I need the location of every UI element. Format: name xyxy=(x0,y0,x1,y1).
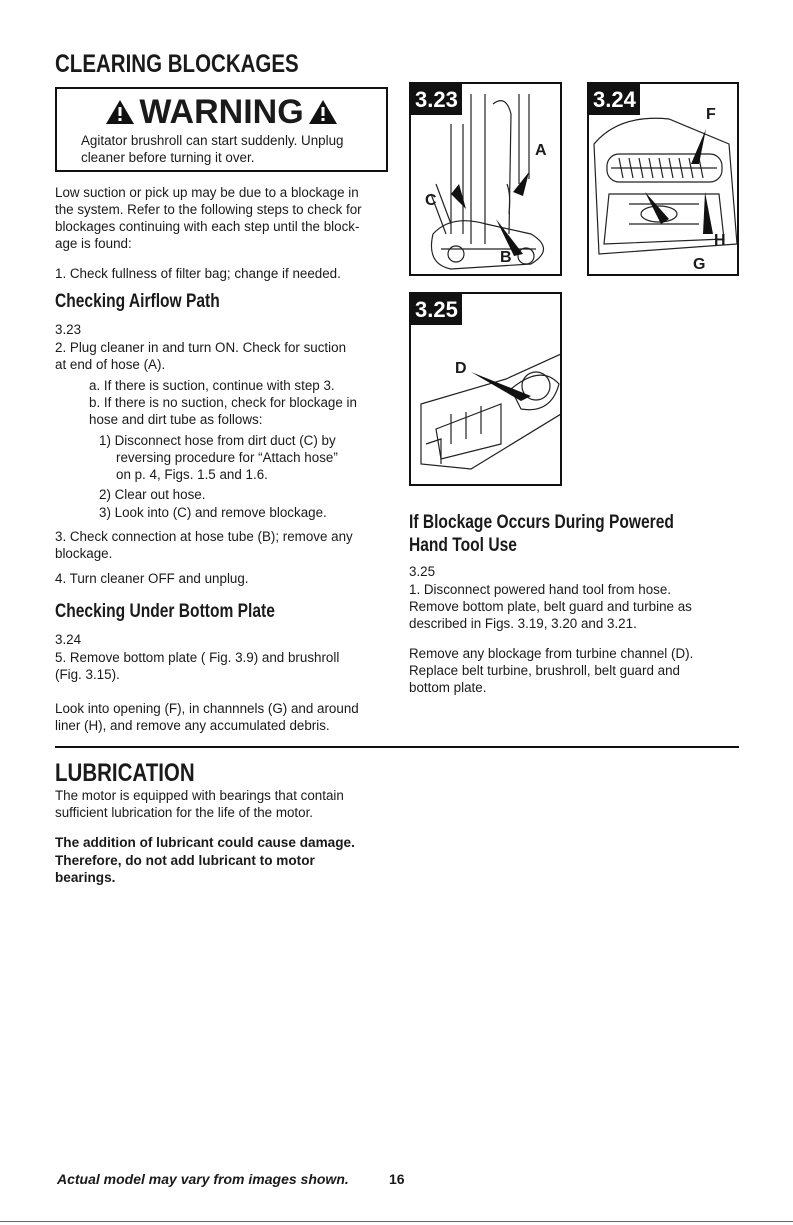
page-number: 16 xyxy=(389,1171,405,1187)
step-3: 3. Check connection at hose tube (B); remove any blockage. xyxy=(55,529,353,561)
page-edge xyxy=(0,1221,793,1222)
step-2b1: 1) Disconnect hose from dirt duct (C) by reversing procedure for “Attach hose” on p. 4, Figs. 1.5 and 1.6. xyxy=(99,433,338,482)
callout-d: D xyxy=(455,360,467,377)
warning-box xyxy=(55,87,388,172)
step-5: 5. Remove bottom plate ( Fig. 3.9) and brushroll (Fig. 3.15). xyxy=(55,650,340,682)
page-title: CLEARING BLOCKAGES xyxy=(55,50,299,78)
powered-tool-step-2: Remove any blockage from turbine channel (D). Replace belt turbine, brushroll, belt guard and bottom plate. xyxy=(409,646,694,695)
warning-triangle-icon xyxy=(105,99,135,125)
callout-f: F xyxy=(706,106,716,123)
intro-paragraph: Low suction or pick up may be due to a blockage in the system. Refer to the following steps to check for blockages continuing with each step until the block- age is found: xyxy=(55,185,362,251)
footer-note: Actual model may vary from images shown. xyxy=(57,1171,349,1187)
step-2: 2. Plug cleaner in and turn ON. Check for suction at end of hose (A). xyxy=(55,340,347,372)
warning-title: WARNING xyxy=(139,93,304,131)
powered-tool-step-1: 1. Disconnect powered hand tool from hose. Remove bottom plate, belt guard and turbine as described in Figs. 3.19, 3.20 and 3.21. xyxy=(409,582,692,631)
figure-3-25-tag: 3.25 xyxy=(411,294,462,325)
lubrication-paragraph: The motor is equipped with bearings that contain sufficient lubrication for the life of the motor. xyxy=(55,788,344,820)
step-2b: b. If there is no suction, check for blockage in hose and dirt tube as follows: xyxy=(89,395,357,427)
airflow-ref: 3.23 xyxy=(55,322,82,337)
bottom-plate-ref: 3.24 xyxy=(55,632,82,647)
powered-tool-ref: 3.25 xyxy=(409,564,436,579)
section-divider xyxy=(55,746,739,748)
lubrication-warning: The addition of lubricant could cause damage. Therefore, do not add lubricant to motor bearings. xyxy=(55,835,355,885)
warning-triangle-icon xyxy=(308,99,338,125)
figure-3-23 xyxy=(409,82,562,276)
figure-3-24 xyxy=(587,82,739,276)
step-1: 1. Check fullness of filter bag; change if needed. xyxy=(55,266,341,281)
figure-3-24-tag: 3.24 xyxy=(589,84,640,115)
callout-b: B xyxy=(500,249,512,266)
callout-h: H xyxy=(714,232,726,249)
callout-a: A xyxy=(535,142,547,159)
step-2b2: 2) Clear out hose. xyxy=(99,487,206,502)
lubrication-heading: LUBRICATION xyxy=(55,759,195,787)
figure-3-25 xyxy=(409,292,562,486)
warning-text: Agitator brushroll can start suddenly. Unplug cleaner before turning it over. xyxy=(81,133,344,165)
callout-c: C xyxy=(425,192,437,209)
airflow-heading: Checking Airflow Path xyxy=(55,291,220,312)
figure-3-23-tag: 3.23 xyxy=(411,84,462,115)
look-into-paragraph: Look into opening (F), in channnels (G) and around liner (H), and remove any accumulated debris. xyxy=(55,701,359,733)
step-4: 4. Turn cleaner OFF and unplug. xyxy=(55,571,249,586)
bottom-plate-heading: Checking Under Bottom Plate xyxy=(55,601,275,622)
powered-tool-heading: If Blockage Occurs During Powered Hand Tool Use xyxy=(409,512,674,556)
step-2b3: 3) Look into (C) and remove blockage. xyxy=(99,505,327,520)
callout-g: G xyxy=(693,256,706,273)
step-2a: a. If there is suction, continue with step 3. xyxy=(89,378,335,393)
